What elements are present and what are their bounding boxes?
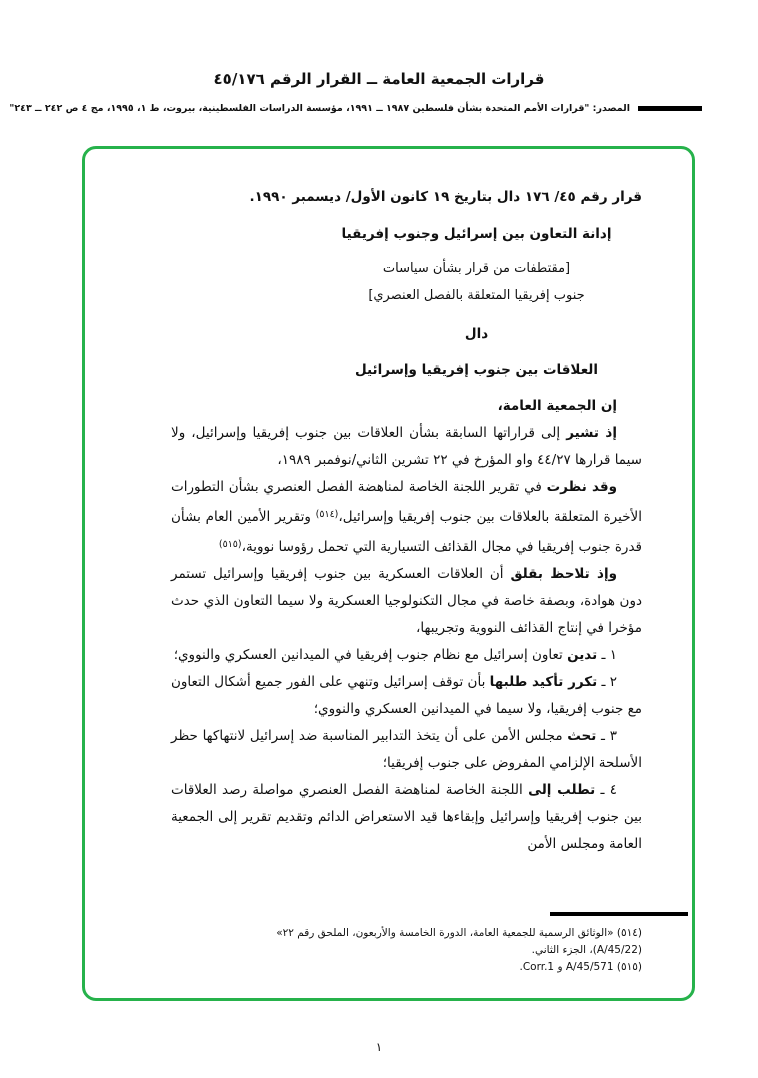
source-line xyxy=(9,103,702,114)
resolution-subject: إدانة التعاون بين إسرائيل وجنوب إفريقيا xyxy=(341,226,612,242)
operative-number: ١ ـ xyxy=(597,647,617,663)
footnote-514: (٥١٤) «الوثائق الرسمية للجمعية العامة، الدورة الخامسة والأربعون، الملحق رقم ٢٢» (A/45/22)، الجزء الثاني. xyxy=(276,927,642,956)
operative-number: ٣ ـ xyxy=(596,728,617,744)
operative-paragraph-1 xyxy=(171,642,642,669)
operative-text: تعاون إسرائيل مع نظام جنوب إفريقيا في الميدانين العسكري والنووي؛ xyxy=(173,647,568,663)
source-citation-text: المصدر: "قرارات الأمم المتحدة بشأن فلسطين ١٩٨٧ ــ ١٩٩١، مؤسسة الدراسات الفلسطينية، بيروت، ط ١، ١٩٩٥، مج ٤ ص ٢٤٢ ــ ٢٤٣" xyxy=(9,103,630,114)
page-header-title: قرارات الجمعية العامة ــ القرار الرقم ٤٥/١٧٦ xyxy=(213,70,545,88)
footnote-ref-514: (٥١٤) xyxy=(315,509,339,520)
operative-lead: تدين xyxy=(567,647,598,663)
resolution-frame xyxy=(82,146,695,1001)
operative-text: بأن توقف إسرائيل وتنهي على الفور جميع أشكال التعاون مع جنوب إفريقيا، ولا سيما في الميدانين العسكري والنووي؛ xyxy=(171,674,642,717)
preamble-paragraph-2 xyxy=(171,474,642,561)
paragraph-text: إلى قراراتها السابقة بشأن العلاقات بين جنوب إفريقيا وإسرائيل، ولا سيما قرارها ٤٤/٢٧ واو المؤرخ في ٢٢ تشرين الثاني/نوفمبر ١٩٨٩، xyxy=(171,425,642,468)
paragraph-lead: وقد نظرت xyxy=(546,479,617,495)
resolution-title-line: قرار رقم ٤٥/ ١٧٦ دال بتاريخ ١٩ كانون الأول/ ديسمبر ١٩٩٠. xyxy=(249,189,642,205)
page-number: ١ xyxy=(375,1040,383,1054)
preamble-paragraph-3 xyxy=(171,561,642,642)
resolution-heading-block xyxy=(311,221,642,383)
paragraph-lead: إذ تشير xyxy=(566,425,617,441)
operative-paragraph-3 xyxy=(171,723,642,777)
bracket-note-line-1: [مقتطفات من قرار بشأن سياسات xyxy=(382,261,571,276)
footnote-area xyxy=(145,912,642,976)
paragraph-text: وتقرير الأمين العام بشأن قدرة جنوب إفريقيا في مجال القذائف التسيارية التي تحمل رؤوسا نووية، xyxy=(171,509,642,555)
section-letter: دال xyxy=(464,326,489,342)
operative-lead: تكرر تأكيد طلبها xyxy=(489,674,598,690)
operative-text: مجلس الأمن على أن يتخذ التدابير المناسبة ضد إسرائيل لانتهاكها حظر الأسلحة الإلزامي المفروض على جنوب إفريقيا؛ xyxy=(171,728,642,771)
paragraph-text: أن العلاقات العسكرية بين جنوب إفريقيا وإسرائيل تستمر دون هوادة، وبصفة خاصة في مجال التكنولوجيا العسكرية ولا سيما التعاون الذي حدث مؤخرا في إنتاج القذائف النووية وتجريبها، xyxy=(171,566,642,636)
operative-number: ٢ ـ xyxy=(597,674,617,690)
source-marker-bar xyxy=(638,106,702,111)
bracket-note-line-2: جنوب إفريقيا المتعلقة بالفصل العنصري] xyxy=(368,288,585,303)
preamble-paragraph-1 xyxy=(171,420,642,474)
preamble-opening: إن الجمعية العامة، xyxy=(497,398,617,414)
operative-lead: تحث xyxy=(567,728,597,744)
footnote-ref-515: (٥١٥) xyxy=(218,539,242,550)
operative-text: اللجنة الخاصة لمناهضة الفصل العنصري مواصلة رصد العلاقات بين جنوب إفريقيا وإسرائيل وإبقاءها قيد الاستعراض الدائم وتقديم تقرير إلى الجمعية العامة ومجلس الأمن xyxy=(171,782,642,852)
operative-number: ٤ ـ xyxy=(595,782,618,798)
footnote-separator-bar xyxy=(550,912,688,916)
section-heading: العلاقات بين جنوب إفريقيا وإسرائيل xyxy=(354,362,599,378)
operative-lead: تطلب إلى xyxy=(528,782,596,798)
operative-paragraph-2 xyxy=(171,669,642,723)
operative-paragraph-4 xyxy=(171,777,642,858)
footnote-515: (٥١٥) A/45/571 و Corr.1. xyxy=(519,961,642,973)
paragraph-lead: وإذ تلاحظ بقلق xyxy=(510,566,617,582)
paragraph-text: في تقرير اللجنة الخاصة لمناهضة الفصل العنصري بشأن التطورات الأخيرة المتعلقة بالعلاقات بين جنوب إفريقيا وإسرائيل، xyxy=(171,479,642,525)
